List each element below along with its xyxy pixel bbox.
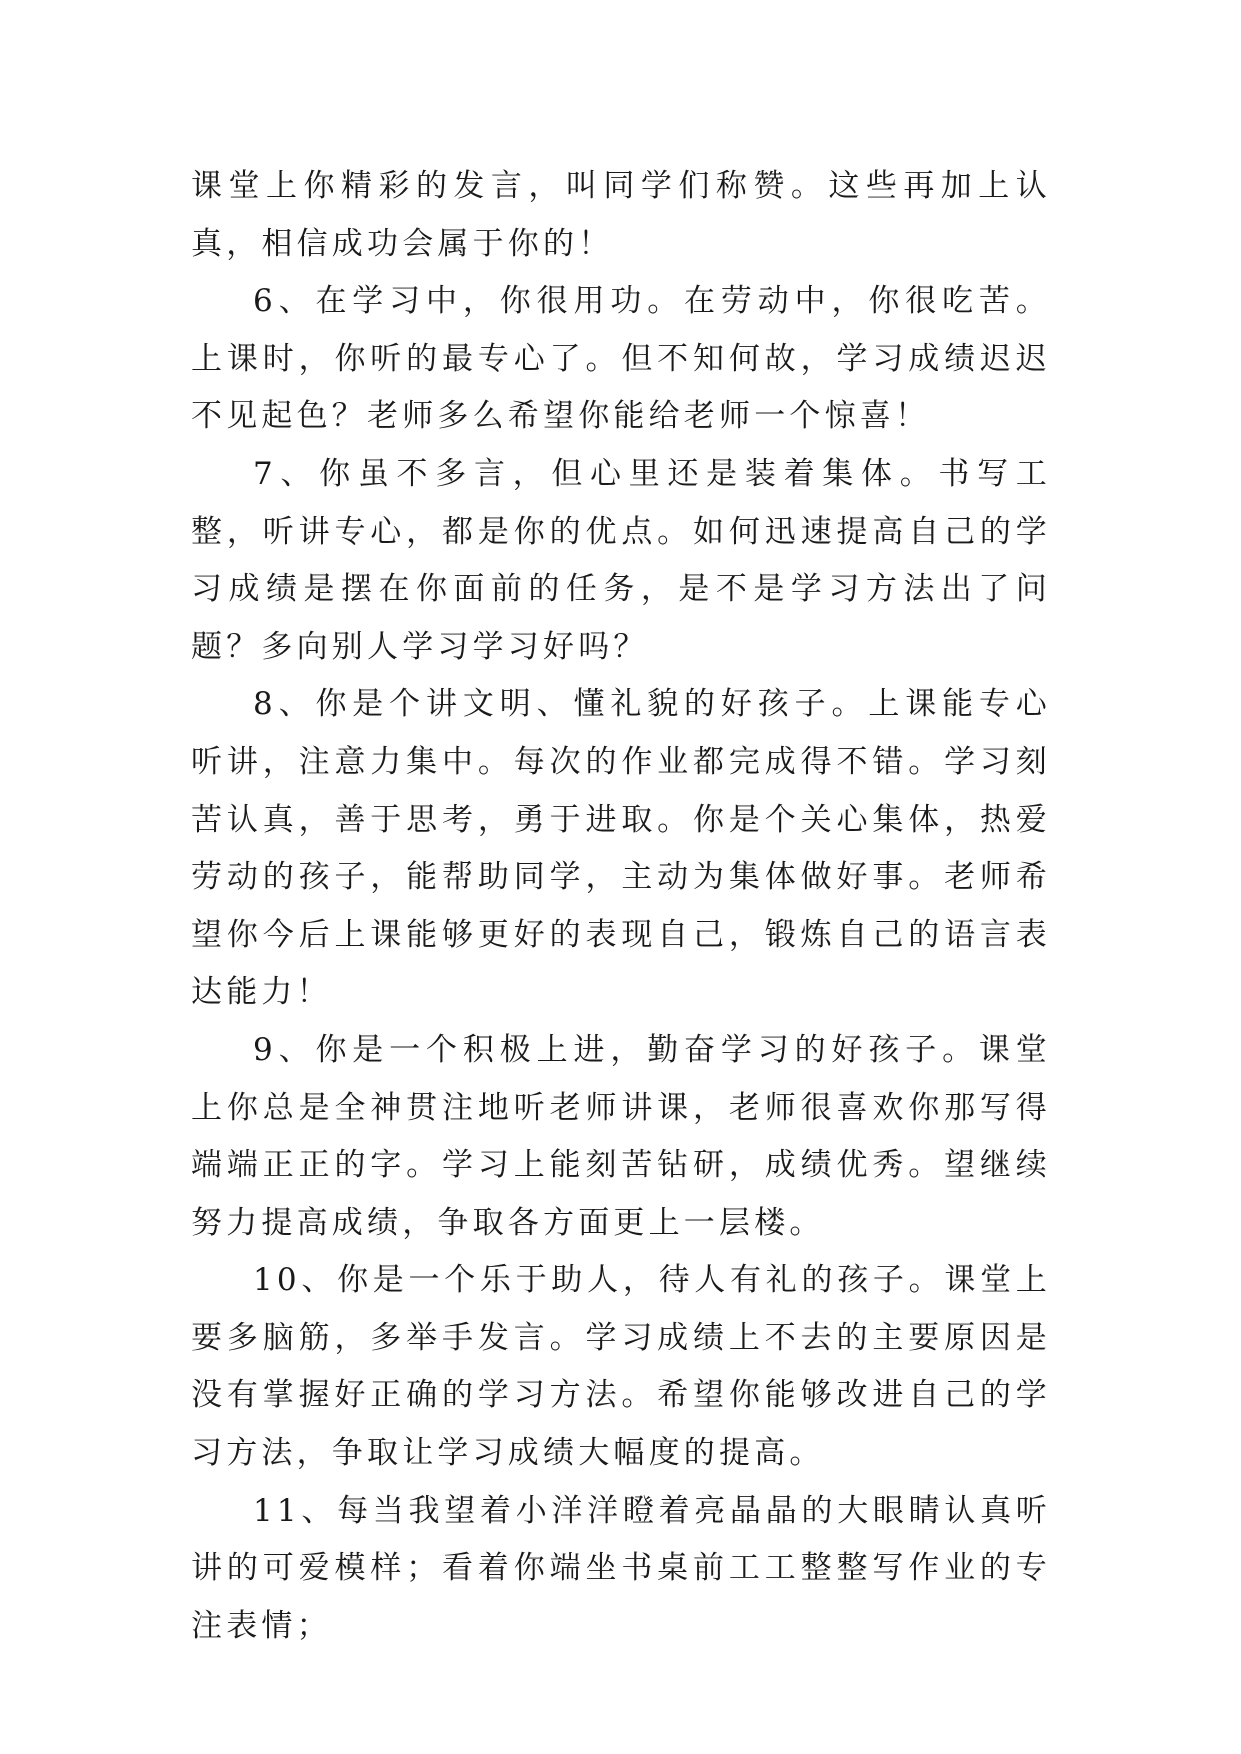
paragraph-item-7: 7、你虽不多言，但心里还是装着集体。书写工整，听讲专心，都是你的优点。如何迅速提高自己的学习成绩是摆在你面前的任务，是不是学习方法出了问题？多向别人学习学习好吗？ bbox=[191, 455, 1051, 665]
paragraph-item-11: 11、每当我望着小洋洋瞪着亮晶晶的大眼睛认真听讲的可爱模样；看着你端坐书桌前工工整整写作业的专注表情； bbox=[191, 1492, 1051, 1644]
paragraph-continuation: 课堂上你精彩的发言，叫同学们称赞。这些再加上认真，相信成功会属于你的！ bbox=[191, 168, 1051, 262]
paragraph-item-9: 9、你是一个积极上进，勤奋学习的好孩子。课堂上你总是全神贯注地听老师讲课，老师很喜欢你那写得端端正正的字。学习上能刻苦钻研，成绩优秀。望继续努力提高成绩，争取各方面更上一层楼。 bbox=[191, 1031, 1051, 1241]
paragraph-item-6: 6、在学习中，你很用功。在劳动中，你很吃苦。上课时，你听的最专心了。但不知何故，学习成绩迟迟不见起色？老师多么希望你能给老师一个惊喜！ bbox=[191, 283, 1051, 435]
paragraph-item-8: 8、你是个讲文明、懂礼貌的好孩子。上课能专心听讲，注意力集中。每次的作业都完成得不错。学习刻苦认真，善于思考，勇于进取。你是个关心集体，热爱劳动的孩子，能帮助同学，主动为集体做好事。老师希望你今后上课能够更好的表现自己，锻炼自己的语言表达能力！ bbox=[191, 686, 1051, 1011]
document-body bbox=[191, 158, 1051, 1655]
paragraph-item-10: 10、你是一个乐于助人，待人有礼的孩子。课堂上要多脑筋，多举手发言。学习成绩上不去的主要原因是没有掌握好正确的学习方法。希望你能够改进自己的学习方法，争取让学习成绩大幅度的提高。 bbox=[191, 1262, 1051, 1472]
